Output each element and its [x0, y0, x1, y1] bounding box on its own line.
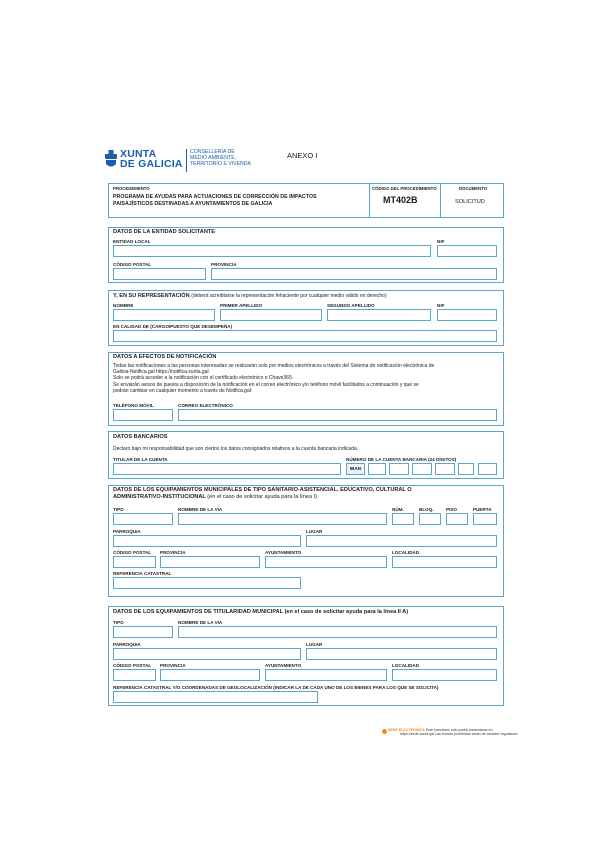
primer-apellido-field[interactable] [220, 309, 322, 321]
label-nif: NIF [437, 303, 445, 308]
puerta-field[interactable] [473, 513, 497, 525]
sede-icon [382, 729, 387, 734]
notification-text [113, 363, 499, 394]
postal-code-field[interactable] [113, 556, 156, 568]
province-field[interactable] [160, 556, 260, 568]
conselleria-line: TERRITORIO E VIVENDA [190, 161, 252, 167]
section-title-note: (en el caso de solicitar ayuda para la línea II A) [284, 609, 409, 615]
ayuntamiento-field[interactable] [265, 556, 387, 568]
section-title-note: (deberá acreditarse la representación fehaciente por cualquier medio válido en derecho) [191, 293, 387, 299]
document-value: SOLICITUD [455, 199, 485, 205]
localidad-field[interactable] [392, 669, 497, 681]
bank-account-field-2[interactable] [478, 463, 497, 475]
label-telefono: TELÉFONO MÓVIL [113, 403, 154, 408]
section-title-line [113, 494, 412, 501]
label-calidad: EN CALIDAD DE (CARGO/PUESTO QUE DESEMPEÑA) [113, 324, 233, 329]
label-puerta: PUERTA [473, 507, 492, 512]
piso-field[interactable] [446, 513, 468, 525]
label-apellido2: SEGUNDO APELLIDO [327, 303, 375, 308]
cargo-field[interactable] [113, 330, 497, 342]
label-via: NOMBRE DE LA VÍA [178, 507, 223, 512]
document-label: DOCUMENTO [459, 186, 488, 191]
label-ref-geoloc: REFERENCIA CATASTRAL Y/O COORDENADAS DE GEOLOCALIZACIÓN (INDICAR LA DE CADA UNO DE LOS BIENES PARA LOS QUE SE SOLICITA) [113, 685, 439, 690]
ayuntamiento-field[interactable] [265, 669, 387, 681]
procedure-label: PROCEDEMENTO [113, 186, 150, 191]
logo-separator [186, 149, 187, 172]
section-title: DATOS A EFECTOS DE NOTIFICACIÓN [113, 354, 217, 360]
section-title-main: ADMINISTRATIVO-INSTITUCIONAL [113, 494, 206, 500]
label-parroquia: PARROQUIA [113, 642, 141, 647]
label-lugar: LUGAR [306, 529, 323, 534]
procedure-title [113, 194, 317, 208]
label-cp: CÓDIGO POSTAL [113, 663, 152, 668]
logo-wordmark [120, 149, 183, 169]
parroquia-field[interactable] [113, 535, 301, 547]
iban-field[interactable] [368, 463, 386, 475]
logo-xunta: XUNTA [120, 148, 157, 160]
lugar-field[interactable] [306, 535, 497, 547]
procedure-divider [369, 183, 370, 218]
bloq-field[interactable] [419, 513, 441, 525]
label-provincia: PROVINCIA [160, 663, 186, 668]
label-ref-catastral: REFERENCIA CATASTRAL [113, 571, 172, 576]
label-num: NÚM. [392, 507, 404, 512]
conselleria-line: MEDIO AMBIENTE, [190, 155, 237, 161]
account-holder-field[interactable] [113, 463, 341, 475]
label-apellido1: PRIMER APELLIDO [220, 303, 263, 308]
label-localidad: LOCALIDAD [392, 663, 420, 668]
section-title: DATOS BANCARIOS [113, 434, 168, 440]
mobile-phone-field[interactable] [113, 409, 173, 421]
section-title [113, 609, 408, 616]
label-nif: NIF [437, 239, 445, 244]
notification-line: Solo se podrá acceder a la notificación con el certificado electrónico o Chave365. [113, 375, 294, 382]
nif-field[interactable] [437, 245, 497, 257]
label-numero-cuenta: NÚMERO DE LA CUENTA BANCARIA (24 DÍGITOS) [346, 457, 457, 462]
notification-line: Se enviarán avisos de puesta a disposición de la notificación en el correo electrónico y/o teléfono móvil facilitados a continuación y que se [113, 381, 419, 388]
section-title-line: DATOS DE LOS EQUIPAMIENTOS MUNICIPALES DE TIPO SANITARIO-ASISTENCIAL, EDUCATIVO, CULTURAL O [113, 487, 412, 493]
localidad-field[interactable] [392, 556, 497, 568]
label-provincia: PROVINCIA [211, 262, 237, 267]
ref-catastral-field[interactable] [113, 577, 301, 589]
postal-code-field[interactable] [113, 669, 156, 681]
bank-declaration: Declaro bajo mi responsabilidad que son ciertos los datos consignados relativos a la cuenta bancaria indicada. [113, 446, 359, 452]
label-nombre: NOMBRE [113, 303, 134, 308]
parroquia-field[interactable] [113, 648, 301, 660]
lugar-field[interactable] [306, 648, 497, 660]
label-correo: CORREO ELECTRÓNICO [178, 403, 233, 408]
bank-entity-field[interactable] [389, 463, 409, 475]
iban-label: IBAN [346, 463, 365, 475]
label-tipo: TIPO [113, 620, 124, 625]
footer-line: Este formulario solo podrá presentarse en [425, 728, 493, 732]
notification-line: Galicia-Notifica.gal https://notifica.xunta.gal [113, 369, 209, 376]
conselleria-name [190, 149, 251, 167]
procedure-divider [440, 183, 441, 218]
conselleria-line: CONSELLERÍA DE [190, 149, 235, 155]
representative-nif-field[interactable] [437, 309, 497, 321]
section-title-note: (en el caso de solicitar ayuda para la línea I) [207, 494, 318, 500]
label-cp: CÓDIGO POSTAL [113, 550, 152, 555]
label-ayuntamiento: AYUNTAMIENTO [265, 550, 302, 555]
via-field[interactable] [178, 626, 497, 638]
footer-line: https://sede.xunta.gal Las formas prohibidas serán de carácter regulatorio [400, 732, 518, 737]
label-ayuntamiento: AYUNTAMIENTO [265, 663, 302, 668]
label-tipo: TIPO [113, 507, 124, 512]
label-provincia: PROVINCIA [160, 550, 186, 555]
section-title-main: DATOS DE LOS EQUIPAMIENTOS DE TITULARIDAD MUNICIPAL [113, 609, 283, 615]
ref-geoloc-field[interactable] [113, 691, 318, 703]
section-title: DATOS DE LA ENTIDAD SOLICITANTE [113, 229, 216, 235]
footer-note [388, 728, 517, 737]
sede-label: SEDE ELECTRÓNICA [388, 728, 425, 732]
label-localidad: LOCALIDAD [392, 550, 420, 555]
num-field[interactable] [392, 513, 414, 525]
bank-office-field[interactable] [412, 463, 432, 475]
notification-line: Todas las notificaciones a las personas interesadas se realizarán solo por medios electrónicos a través del Sistema de notificación electrónica de [113, 363, 435, 369]
label-parroquia: PARROQUIA [113, 529, 141, 534]
section-title [113, 293, 387, 300]
procedure-code: MT402B [383, 195, 418, 205]
notification-line: podrán cambiar en cualquier momento a través de Notifica.gal: [113, 387, 253, 394]
label-lugar: LUGAR [306, 642, 323, 647]
bank-account-field[interactable] [458, 463, 474, 475]
email-field[interactable] [178, 409, 497, 421]
procedure-title-line: PROGRAMA DE AYUDAS PARA ACTUACIONES DE CORRECCIÓN DE IMPACTOS [113, 194, 317, 200]
via-field[interactable] [178, 513, 387, 525]
procedure-code-label: CÓDIGO DEL PROCEDIMIENTO [372, 186, 437, 191]
label-cp: CÓDIGO POSTAL [113, 262, 152, 267]
anexo-label: ANEXO I [287, 151, 318, 160]
entidad-local-field[interactable] [113, 245, 431, 257]
segundo-apellido-field[interactable] [327, 309, 431, 321]
logo-galicia: DE GALICIA [120, 158, 183, 170]
province-field[interactable] [160, 669, 260, 681]
nombre-field[interactable] [113, 309, 215, 321]
bank-digits-field[interactable] [435, 463, 455, 475]
section-title [113, 487, 412, 501]
label-piso: PISO [446, 507, 457, 512]
label-bloq: BLOQ. [419, 507, 434, 512]
label-via: NOMBRE DE LA VÍA [178, 620, 223, 625]
label-titular: TITULAR DE LA CUENTA [113, 457, 168, 462]
xunta-logo-icon [104, 150, 118, 168]
tipo-field[interactable] [113, 626, 173, 638]
section-title-main: Y, EN SU REPRESENTACIÓN [113, 293, 190, 299]
label-entidad: ENTIDAD LOCAL [113, 239, 151, 244]
postal-code-field[interactable] [113, 268, 206, 280]
tipo-field[interactable] [113, 513, 173, 525]
procedure-title-line: PAISAJÍSTICOS DESTINADAS A AYUNTAMIENTOS DE GALICIA [113, 201, 273, 207]
province-field[interactable] [211, 268, 497, 280]
